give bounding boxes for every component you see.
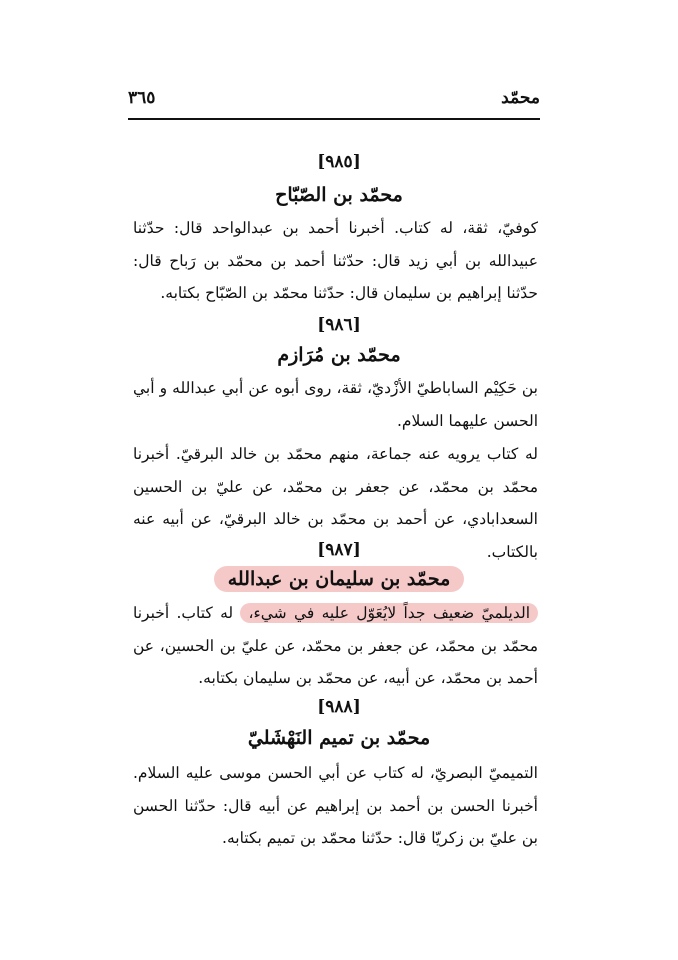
highlighted-text: الديلميّ ضعيف جداً لايُعَوّل عليه في شيء، [240,603,538,623]
entry-number: [٩٨٦] [317,315,361,335]
header-rule [128,118,540,120]
entry-name [0,568,678,590]
entry-text: كوفيّ، ثقة، له كتاب. أخبرنا أحمد بن عبدالواحد قال: حدّثنا عبيدالله بن أبي زيد قال: حدّثنا أحمد بن محمّد بن رَباح قال: حدّثنا إبراهيم بن سليمان قال: حدّثنا محمّد بن الصّبّاح بكتابه. [133,219,538,302]
page-number: ٣٦٥ [128,88,156,108]
entry-number: [٩٨٧] [317,540,361,560]
entry-name: محمّد بن مُرَازم [277,344,401,366]
entry-number: [٩٨٨] [317,697,361,717]
entry-text: التميميّ البصريّ، له كتاب عن أبي الحسن موسى عليه السلام. أخبرنا الحسن بن أحمد بن إبراهيم عن أبيه قال: حدّثنا الحسن بن عليّ بن زكريّا قال: حدّثنا محمّد بن تميم بكتابه. [133,764,538,847]
running-title: محمّد [501,88,540,108]
entry-text-rest: له كتاب. أخبرنا محمّد بن محمّد، عن جعفر بن محمّد، عن عليّ بن الحسين، عن أحمد بن محمّد، عن أبيه، عن محمّد بن سليمان بكتابه. [133,604,538,687]
page-header [128,88,540,112]
entry-text: له كتاب يرويه عنه جماعة، منهم محمّد بن خالد البرقيّ. أخبرنا محمّد بن محمّد، عن جعفر بن محمّد، عن عليّ بن الحسين السعدابادي، عن أحمد بن محمّد بن خالد البرقيّ، عن أبيه عنه بالكتاب. [133,445,538,561]
entry-number: [٩٨٥] [317,152,361,172]
entry-text: بن حَكِيْم الساباطيّ الأزْديّ، ثقة، روى أبوه عن أبي عبدالله و أبي الحسن عليهما السلام. [133,379,538,430]
entry-text [133,597,538,695]
highlighted-name: محمّد بن سليمان بن عبدالله [214,566,465,592]
entry-name: محمّد بن الصّبّاح [275,184,403,206]
entry-name: محمّد بن تميم النَهْشَليّ [247,727,431,749]
